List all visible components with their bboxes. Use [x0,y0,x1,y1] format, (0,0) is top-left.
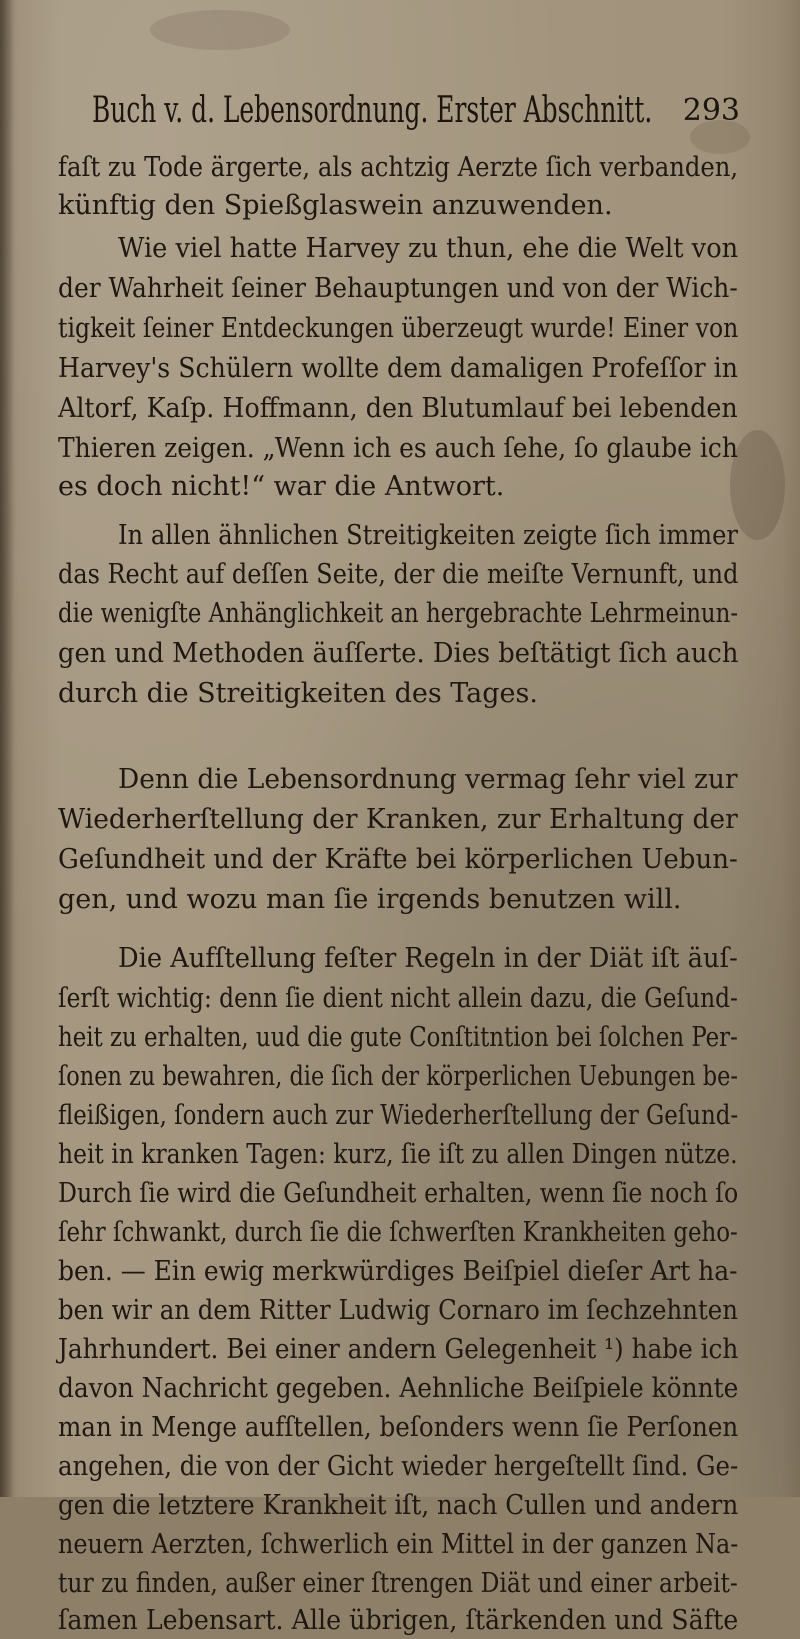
text-line: Geſundheit und der Kräfte bei körperlichen Uebun- [58,844,738,875]
text-line: davon Nachricht gegeben. Aehnliche Beiſpiele könnte [58,1373,739,1404]
spine-shadow [0,0,14,1497]
text-line: heit zu erhalten, uud die gute Conſtitntion bei ſolchen Per- [58,1022,738,1053]
text-line: ſerſt wichtig: denn ſie dient nicht allein dazu, die Geſund- [58,983,738,1014]
text-line: tigkeit ſeiner Entdeckungen überzeugt wurde! Einer von [58,313,739,344]
text-line: tur zu finden, außer einer ſtrengen Diät und einer arbeit- [58,1568,738,1599]
text-line: In allen ähnlichen Streitigkeiten zeigte ſich immer [118,520,739,551]
text-line: Durch ſie wird die Geſundheit erhalten, wenn ſie noch ſo [58,1178,739,1209]
text-line: man in Menge aufſtellen, beſonders wenn ſie Perſonen [58,1412,739,1443]
text-line: Die Aufſtellung feſter Regeln in der Diät iſt äuſ- [118,943,738,974]
text-line: fleißigen, ſondern auch zur Wiederherſtellung der Geſund- [58,1100,739,1131]
text-line: durch die Streitigkeiten des Tages. [58,678,538,709]
page-number: 293 [682,93,740,128]
text-line: die wenigſte Anhänglichkeit an hergebrachte Lehrmeinun- [58,598,739,629]
text-line: neuern Aerzten, ſchwerlich ein Mittel in der ganzen Na- [58,1529,739,1560]
text-line: Thieren zeigen. „Wenn ich es auch ſehe, ſo glaube ich [58,433,738,464]
text-line: gen und Methoden äuſſerte. Dies beſtätigt ſich auch [58,638,739,669]
text-line: es doch nicht!“ war die Antwort. [58,471,505,502]
text-line: ſamen Lebensart. Alle übrigen, ſtärkenden und Säfte [58,1605,739,1636]
running-header [92,86,752,136]
text-line: Denn die Lebensordnung vermag ſehr viel zur [118,764,738,795]
text-line: Altorf, Kaſp. Hoffmann, den Blutumlauf bei lebenden [58,393,738,424]
text-line: ſonen zu bewahren, die ſich der körperlichen Uebungen be- [58,1061,738,1092]
text-line: gen, und wozu man ſie irgends benutzen will. [58,884,682,915]
text-line: Jahrhundert. Bei einer andern Gelegenheit ¹) habe ich [58,1334,739,1365]
text-line: gen die letztere Krankheit iſt, nach Cullen und andern [58,1490,739,1521]
paper-stain [150,10,290,50]
text-line: der Wahrheit ſeiner Behauptungen und von der Wich- [58,273,738,304]
text-line: künftig den Spießglaswein anzuwenden. [58,190,613,221]
paper-stain [730,430,785,540]
text-line: Wie viel hatte Harvey zu thun, ehe die Welt von [118,233,739,264]
text-line: Harvey's Schülern wollte dem damaligen Profeſſor in [58,353,738,384]
running-title: Buch v. d. Lebensordnung. Erster Abschnitt. [92,90,653,131]
text-line: angehen, die von der Gicht wieder hergeſtellt ſind. Ge- [58,1451,739,1482]
text-line: Wiederherſtellung der Kranken, zur Erhaltung der [58,804,738,835]
text-line: das Recht auf deſſen Seite, der die meiſte Vernunft, und [58,559,739,590]
text-line: faſt zu Tode ärgerte, als achtzig Aerzte ſich verbanden, [58,152,739,183]
text-line: ben. — Ein ewig merkwürdiges Beiſpiel dieſer Art ha- [58,1256,738,1287]
text-line: ſehr ſchwankt, durch ſie die ſchwerſten Krankheiten geho- [58,1217,738,1248]
text-line: ben wir an dem Ritter Ludwig Cornaro im ſechzehnten [58,1295,738,1326]
text-line: heit in kranken Tagen: kurz, ſie iſt zu allen Dingen nütze. [58,1139,738,1170]
